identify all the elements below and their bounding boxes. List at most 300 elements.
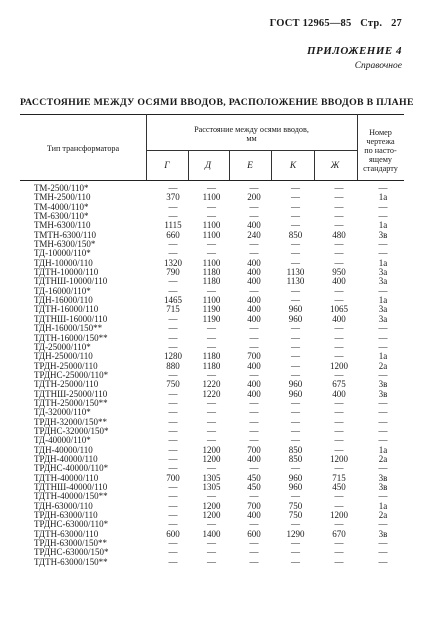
value-cell: 850 bbox=[288, 453, 303, 464]
value-cell: 850 bbox=[288, 444, 303, 455]
value-cell: — bbox=[334, 351, 344, 362]
page-header bbox=[264, 18, 402, 29]
value-cell: — bbox=[378, 463, 388, 474]
transformer-type-cell: ТДН-25000/110 bbox=[34, 351, 93, 362]
value-cell: 1190 bbox=[202, 313, 221, 324]
appendix-title: ПРИЛОЖЕНИЕ 4 bbox=[306, 45, 402, 57]
subcol-g: Г bbox=[164, 161, 170, 171]
value-cell: — bbox=[291, 463, 300, 474]
value-cell: — bbox=[168, 425, 178, 436]
drawing-header-line: по насто- bbox=[364, 146, 397, 155]
transformer-type-cell: ТДТНШ-40000/110 bbox=[34, 482, 108, 492]
transformer-type-cell: ТМН-6300/150* bbox=[34, 239, 96, 250]
value-cell: — bbox=[334, 538, 344, 549]
transformer-type-cell: ТМН-2500/110 bbox=[34, 192, 91, 203]
value-cell: — bbox=[168, 248, 178, 259]
value-cell: — bbox=[291, 248, 300, 259]
value-cell: 400 bbox=[247, 313, 261, 324]
value-cell: 400 bbox=[247, 360, 261, 371]
value-cell: 1130 bbox=[286, 276, 305, 287]
value-cell: — bbox=[249, 332, 259, 343]
transformer-type-cell: ТМТН-6300/110 bbox=[34, 229, 97, 240]
value-cell: — bbox=[249, 341, 259, 352]
value-cell: 3а bbox=[378, 276, 388, 287]
value-cell: — bbox=[378, 323, 388, 334]
value-cell: — bbox=[291, 538, 300, 549]
value-cell: — bbox=[168, 183, 178, 193]
value-cell: — bbox=[168, 538, 178, 549]
value-cell: — bbox=[249, 201, 259, 212]
value-cell: 1465 bbox=[164, 295, 182, 306]
value-cell: — bbox=[168, 323, 178, 334]
transformer-type-cell: ТРДН-63000/110 bbox=[34, 510, 98, 521]
value-cell: 1190 bbox=[202, 304, 221, 315]
value-cell: — bbox=[249, 211, 259, 222]
transformer-type-cell: ТДТН-16000/110 bbox=[34, 304, 99, 315]
value-cell: 3в bbox=[378, 388, 388, 399]
value-cell: — bbox=[168, 201, 178, 212]
table-title: РАССТОЯНИЕ МЕЖДУ ОСЯМИ ВВОДОВ, РАСПОЛОЖЕНИЕ ВВОДОВ В ПЛАНЕ bbox=[20, 97, 414, 108]
value-cell: — bbox=[249, 407, 259, 418]
value-cell: 1100 bbox=[202, 229, 221, 240]
transformer-type-cell: ТД-16000/110* bbox=[34, 285, 91, 296]
value-cell: — bbox=[168, 369, 178, 380]
value-cell: 2а bbox=[378, 360, 388, 371]
transformer-type-cell: ТРДН-32000/150** bbox=[34, 416, 107, 427]
value-cell: 450 bbox=[332, 482, 346, 492]
table-top-rule bbox=[20, 114, 404, 115]
value-cell: 1115 bbox=[164, 220, 182, 231]
header-divider bbox=[271, 150, 272, 180]
value-cell: — bbox=[168, 285, 178, 296]
value-cell: 850 bbox=[288, 229, 303, 240]
value-cell: — bbox=[378, 407, 388, 418]
value-cell: — bbox=[168, 556, 178, 567]
value-cell: 750 bbox=[288, 510, 303, 521]
value-cell: 400 bbox=[247, 220, 261, 231]
value-cell: — bbox=[291, 220, 300, 231]
value-cell: 1200 bbox=[330, 453, 348, 464]
value-cell: — bbox=[291, 192, 300, 203]
value-cell: — bbox=[378, 248, 388, 259]
value-cell: — bbox=[249, 538, 259, 549]
value-cell: 1280 bbox=[164, 351, 182, 362]
value-cell: 400 bbox=[247, 267, 261, 278]
value-cell: 790 bbox=[166, 267, 180, 278]
value-cell: — bbox=[291, 416, 300, 427]
value-cell: — bbox=[334, 369, 344, 380]
value-cell: 600 bbox=[166, 528, 180, 539]
value-cell: 1200 bbox=[330, 360, 348, 371]
value-cell: — bbox=[334, 407, 344, 418]
value-cell: — bbox=[249, 435, 259, 446]
value-cell: 400 bbox=[247, 295, 261, 306]
value-cell: — bbox=[334, 491, 344, 502]
value-cell: — bbox=[168, 435, 178, 446]
value-cell: — bbox=[207, 239, 216, 250]
transformer-type-cell: ТМ-4000/110* bbox=[34, 201, 89, 212]
drawing-header-line: Номер bbox=[369, 128, 392, 137]
value-cell: — bbox=[249, 416, 259, 427]
header-divider bbox=[146, 114, 147, 180]
value-cell: 400 bbox=[247, 388, 261, 399]
transformer-type-cell: ТРДН-25000/110 bbox=[34, 360, 98, 371]
value-cell: 700 bbox=[247, 500, 261, 511]
value-cell: — bbox=[334, 519, 344, 530]
value-cell: 1200 bbox=[202, 510, 221, 521]
value-cell: 400 bbox=[247, 304, 261, 315]
transformer-type-cell: ТДН-16000/150** bbox=[34, 323, 103, 334]
value-cell: — bbox=[291, 257, 300, 268]
value-cell: — bbox=[168, 444, 178, 455]
value-cell: 1220 bbox=[202, 388, 221, 399]
subcol-d: Д bbox=[204, 161, 212, 171]
value-cell: — bbox=[207, 491, 216, 502]
value-cell: — bbox=[207, 416, 216, 427]
value-cell: — bbox=[207, 183, 216, 193]
value-cell: — bbox=[249, 248, 259, 259]
value-cell: 3в bbox=[378, 528, 388, 539]
value-cell: — bbox=[334, 332, 344, 343]
value-cell: 960 bbox=[288, 304, 303, 315]
value-cell: 1305 bbox=[202, 482, 221, 492]
value-cell: — bbox=[334, 397, 344, 408]
value-cell: — bbox=[378, 491, 388, 502]
value-cell: 2а bbox=[378, 510, 388, 521]
transformer-type-cell: ТДН-63000/110 bbox=[34, 500, 93, 511]
value-cell: 3в bbox=[378, 379, 388, 390]
transformer-type-cell: ТДН-16000/110 bbox=[34, 295, 93, 306]
value-cell: 1а bbox=[378, 351, 388, 362]
value-cell: — bbox=[168, 313, 178, 324]
value-cell: — bbox=[334, 248, 344, 259]
subcol-e: Е bbox=[247, 161, 253, 171]
value-cell: — bbox=[249, 556, 259, 567]
value-cell: — bbox=[168, 341, 178, 352]
value-cell: — bbox=[334, 547, 344, 558]
value-cell: — bbox=[249, 547, 259, 558]
value-cell: 1305 bbox=[202, 472, 221, 483]
col-group-header bbox=[146, 125, 357, 143]
col-drawing-header bbox=[357, 128, 404, 173]
transformer-type-cell: ТМ-2500/110* bbox=[34, 183, 89, 193]
value-cell: — bbox=[334, 463, 344, 474]
value-cell: — bbox=[207, 248, 216, 259]
value-cell: 370 bbox=[166, 192, 180, 203]
value-cell: — bbox=[378, 416, 388, 427]
value-cell: — bbox=[207, 323, 216, 334]
value-cell: 1220 bbox=[202, 379, 221, 390]
value-cell: 750 bbox=[288, 500, 303, 511]
value-cell: — bbox=[168, 500, 178, 511]
value-cell: 400 bbox=[247, 453, 261, 464]
transformer-type-cell: ТДН-10000/110 bbox=[34, 257, 93, 268]
value-cell: 950 bbox=[332, 267, 346, 278]
data-table bbox=[34, 184, 406, 567]
drawing-header-line: стандарту bbox=[363, 164, 398, 173]
value-cell: 1100 bbox=[202, 220, 221, 231]
transformer-type-cell: ТРДНС-63000/110* bbox=[34, 519, 109, 530]
value-cell: — bbox=[291, 360, 300, 371]
transformer-type-cell: ТДТН-63000/110 bbox=[34, 528, 99, 539]
value-cell: 715 bbox=[332, 472, 346, 483]
value-cell: — bbox=[249, 323, 259, 334]
value-cell: — bbox=[378, 556, 388, 567]
transformer-type-cell: ТМН-6300/110 bbox=[34, 220, 91, 231]
value-cell: — bbox=[291, 239, 300, 250]
value-cell: — bbox=[249, 397, 259, 408]
value-cell: 400 bbox=[247, 257, 261, 268]
value-cell: — bbox=[378, 285, 388, 296]
value-cell: — bbox=[207, 285, 216, 296]
value-cell: — bbox=[207, 341, 216, 352]
value-cell: 3в bbox=[378, 472, 388, 483]
value-cell: — bbox=[378, 211, 388, 222]
value-cell: — bbox=[334, 201, 344, 212]
value-cell: — bbox=[334, 444, 344, 455]
value-cell: 1а bbox=[378, 220, 388, 231]
value-cell: — bbox=[291, 369, 300, 380]
page-number: 27 bbox=[391, 18, 402, 29]
value-cell: 1180 bbox=[202, 276, 221, 287]
value-cell: — bbox=[168, 397, 178, 408]
value-cell: 400 bbox=[332, 313, 346, 324]
transformer-type-cell: ТРДН-63000/150** bbox=[34, 538, 107, 549]
value-cell: 3а bbox=[378, 267, 388, 278]
value-cell: 700 bbox=[166, 472, 180, 483]
value-cell: 1а bbox=[378, 257, 388, 268]
value-cell: 3в bbox=[378, 229, 388, 240]
value-cell: — bbox=[207, 407, 216, 418]
value-cell: — bbox=[207, 369, 216, 380]
value-cell: 1290 bbox=[286, 528, 305, 539]
value-cell: — bbox=[378, 201, 388, 212]
value-cell: 450 bbox=[247, 482, 261, 492]
value-cell: 1180 bbox=[202, 360, 221, 371]
value-cell: 660 bbox=[166, 229, 180, 240]
value-cell: 400 bbox=[247, 379, 261, 390]
table-row bbox=[34, 193, 406, 202]
value-cell: — bbox=[207, 201, 216, 212]
group-header-rule bbox=[146, 150, 357, 151]
value-cell: 1200 bbox=[202, 444, 221, 455]
value-cell: 3в bbox=[378, 482, 388, 492]
header-divider bbox=[188, 150, 189, 180]
value-cell: 1130 bbox=[286, 267, 305, 278]
value-cell: — bbox=[334, 295, 344, 306]
value-cell: — bbox=[291, 351, 300, 362]
value-cell: — bbox=[291, 556, 300, 567]
value-cell: — bbox=[334, 323, 344, 334]
value-cell: — bbox=[207, 463, 216, 474]
drawing-header-line: чертежа bbox=[366, 137, 395, 146]
value-cell: — bbox=[334, 341, 344, 352]
value-cell: — bbox=[249, 239, 259, 250]
value-cell: — bbox=[291, 341, 300, 352]
table-row bbox=[34, 558, 406, 567]
value-cell: — bbox=[168, 211, 178, 222]
col-group-header-line2: мм bbox=[246, 134, 257, 143]
value-cell: — bbox=[334, 416, 344, 427]
value-cell: — bbox=[334, 220, 344, 231]
value-cell: — bbox=[207, 397, 216, 408]
value-cell: 400 bbox=[332, 276, 346, 287]
value-cell: — bbox=[378, 341, 388, 352]
col-group-header-line1: Расстояние между осями вводов, bbox=[194, 125, 309, 134]
value-cell: 3а bbox=[378, 304, 388, 315]
value-cell: — bbox=[334, 211, 344, 222]
page-label: Стр. bbox=[360, 18, 383, 29]
transformer-type-cell: ТДТН-63000/150** bbox=[34, 556, 108, 567]
value-cell: 960 bbox=[288, 388, 303, 399]
value-cell: — bbox=[168, 519, 178, 530]
data-table-body bbox=[34, 184, 406, 567]
value-cell: 1180 bbox=[202, 267, 221, 278]
value-cell: — bbox=[291, 285, 300, 296]
appendix-subtitle: Справочное bbox=[354, 61, 402, 71]
value-cell: — bbox=[378, 369, 388, 380]
value-cell: — bbox=[168, 510, 178, 521]
value-cell: — bbox=[168, 332, 178, 343]
value-cell: — bbox=[207, 425, 216, 436]
value-cell: 1а bbox=[378, 295, 388, 306]
transformer-type-cell: ТДТНШ-16000/110 bbox=[34, 313, 108, 324]
value-cell: — bbox=[168, 463, 178, 474]
value-cell: — bbox=[291, 547, 300, 558]
value-cell: 1а bbox=[378, 444, 388, 455]
value-cell: — bbox=[207, 556, 216, 567]
transformer-type-cell: ТД-40000/110* bbox=[34, 435, 91, 446]
transformer-type-cell: ТДТН-40000/150** bbox=[34, 491, 108, 502]
value-cell: — bbox=[207, 538, 216, 549]
value-cell: — bbox=[168, 388, 178, 399]
value-cell: 675 bbox=[332, 379, 346, 390]
value-cell: — bbox=[168, 239, 178, 250]
value-cell: 670 bbox=[332, 528, 346, 539]
transformer-type-cell: ТДТНШ-10000/110 bbox=[34, 276, 108, 287]
value-cell: — bbox=[334, 239, 344, 250]
value-cell: — bbox=[249, 369, 259, 380]
value-cell: — bbox=[291, 397, 300, 408]
value-cell: — bbox=[334, 425, 344, 436]
value-cell: — bbox=[291, 332, 300, 343]
value-cell: 1а bbox=[378, 500, 388, 511]
transformer-type-cell: ТРДНС-40000/110* bbox=[34, 463, 109, 474]
value-cell: — bbox=[291, 295, 300, 306]
header-divider bbox=[314, 150, 315, 180]
value-cell: 1320 bbox=[164, 257, 182, 268]
header-bottom-rule bbox=[20, 180, 404, 181]
value-cell: — bbox=[291, 491, 300, 502]
value-cell: 960 bbox=[288, 379, 303, 390]
transformer-type-cell: ТДН-40000/110 bbox=[34, 444, 93, 455]
value-cell: — bbox=[334, 192, 344, 203]
value-cell: — bbox=[249, 463, 259, 474]
value-cell: — bbox=[291, 323, 300, 334]
value-cell: 400 bbox=[247, 510, 261, 521]
value-cell: 480 bbox=[332, 229, 346, 240]
transformer-type-cell: ТРДНС-63000/150* bbox=[34, 547, 109, 558]
transformer-type-cell: ТДТН-16000/150** bbox=[34, 332, 108, 343]
transformer-type-cell: ТРДНС-32000/150* bbox=[34, 425, 109, 436]
value-cell: 450 bbox=[247, 472, 261, 483]
value-cell: — bbox=[207, 211, 216, 222]
header-divider bbox=[229, 150, 230, 180]
value-cell: — bbox=[291, 407, 300, 418]
transformer-type-cell: ТРДНС-25000/110* bbox=[34, 369, 109, 380]
transformer-type-cell: ТДТН-10000/110 bbox=[34, 267, 99, 278]
value-cell: 960 bbox=[288, 472, 303, 483]
value-cell: — bbox=[168, 547, 178, 558]
transformer-type-cell: ТД-10000/110* bbox=[34, 248, 91, 259]
value-cell: — bbox=[249, 285, 259, 296]
transformer-type-cell: ТМ-6300/110* bbox=[34, 211, 89, 222]
value-cell: — bbox=[378, 425, 388, 436]
value-cell: — bbox=[291, 183, 300, 193]
value-cell: 1200 bbox=[202, 453, 221, 464]
value-cell: 400 bbox=[332, 388, 346, 399]
transformer-type-cell: ТДТН-25000/110 bbox=[34, 379, 99, 390]
value-cell: 715 bbox=[166, 304, 180, 315]
value-cell: 1400 bbox=[202, 528, 221, 539]
transformer-type-cell: ТДТН-40000/110 bbox=[34, 472, 99, 483]
transformer-type-cell: ТД-32000/110* bbox=[34, 407, 91, 418]
value-cell: — bbox=[291, 435, 300, 446]
value-cell: — bbox=[168, 491, 178, 502]
value-cell: 2а bbox=[378, 453, 388, 464]
value-cell: — bbox=[249, 183, 259, 193]
value-cell: 400 bbox=[247, 276, 261, 287]
value-cell: 700 bbox=[247, 351, 261, 362]
value-cell: — bbox=[168, 407, 178, 418]
value-cell: 700 bbox=[247, 444, 261, 455]
drawing-header-line: ящему bbox=[369, 155, 392, 164]
value-cell: 1200 bbox=[330, 510, 348, 521]
value-cell: — bbox=[334, 556, 344, 567]
value-cell: 750 bbox=[166, 379, 180, 390]
value-cell: 1180 bbox=[202, 351, 221, 362]
value-cell: 1а bbox=[378, 192, 388, 203]
value-cell: — bbox=[334, 257, 344, 268]
value-cell: — bbox=[207, 435, 216, 446]
value-cell: — bbox=[291, 201, 300, 212]
value-cell: — bbox=[168, 482, 178, 492]
transformer-type-cell: ТРДН-40000/110 bbox=[34, 453, 98, 464]
value-cell: — bbox=[378, 538, 388, 549]
value-cell: — bbox=[168, 453, 178, 464]
value-cell: 1100 bbox=[202, 257, 221, 268]
value-cell: — bbox=[168, 416, 178, 427]
value-cell: 3а bbox=[378, 313, 388, 324]
value-cell: 240 bbox=[247, 229, 261, 240]
value-cell: — bbox=[378, 239, 388, 250]
col-type-header: Тип трансформатора bbox=[46, 144, 120, 153]
transformer-type-cell: ТДТНШ-25000/110 bbox=[34, 388, 108, 399]
standard-number: ГОСТ 12965—85 bbox=[269, 18, 352, 29]
value-cell: — bbox=[378, 519, 388, 530]
value-cell: 200 bbox=[247, 192, 261, 203]
value-cell: — bbox=[378, 435, 388, 446]
value-cell: — bbox=[334, 285, 344, 296]
value-cell: 1100 bbox=[202, 295, 221, 306]
value-cell: — bbox=[168, 276, 178, 287]
value-cell: 1100 bbox=[202, 192, 221, 203]
value-cell: — bbox=[207, 547, 216, 558]
value-cell: — bbox=[249, 425, 259, 436]
value-cell: 960 bbox=[288, 482, 303, 492]
subcol-zh: Ж bbox=[330, 161, 340, 171]
value-cell: 600 bbox=[247, 528, 261, 539]
